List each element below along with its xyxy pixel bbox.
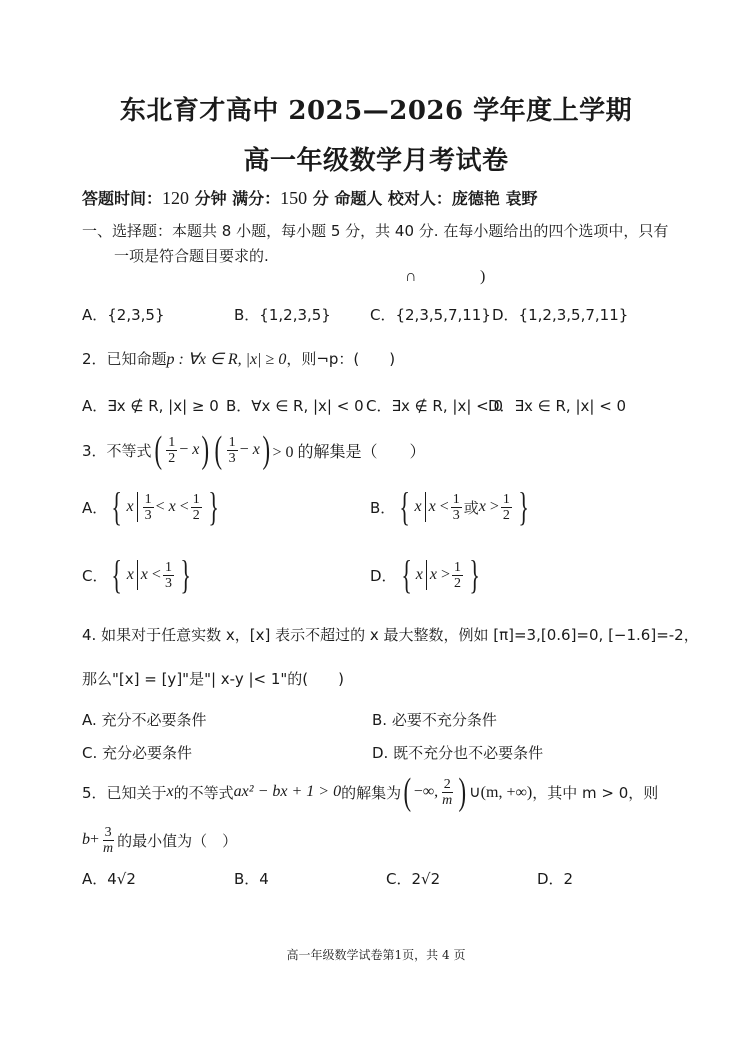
q1-partial-paren: ) [480,268,486,285]
section-heading [82,219,682,269]
q3-stem: 3．不等式 ( $\frac{1}{2}$ − x ) ( $\frac{1}{3}$ − x ) > 0 的解集是（ ） [82,429,426,471]
q5-mid2: 的解集为 [341,783,402,802]
q2-stem [82,348,395,369]
q4-option-d: D. 既不充分也不必要条件 [372,744,544,762]
q5-line2: b + $\frac{3}{m}$ 的最小值为（ ） [82,824,238,856]
q1-partial-symbol: ∩ [405,268,417,285]
q4-line2: 那么"[x] = [y]"是"| x-y |< 1"的( ) [82,670,344,688]
q4-line1: 4. 如果对于任意实数 x，[x] 表示不超过的 x 最大整数，例如 [π]=3,[0.6]=0, [−1.6]=-2， [82,626,699,644]
q5-option-a: A．4√2 [82,870,136,888]
q2-option-d: D．∃x ∈ R, |x| < 0 [488,397,627,415]
q3-option-c: C． { x x < $\frac{1}{3}$ } [82,552,191,597]
exam-subtitle: 高一年级数学月考试卷 [243,146,509,176]
meta-score-unit: 分 命题人 校对人：庞德艳 袁野 [312,189,538,208]
q5-option-d: D．2 [537,870,574,888]
q3-option-b: B． { x x < $\frac{1}{3}$ 或 x > $\frac{1}{2}$ } [370,484,529,529]
q5-option-b: B．4 [234,870,269,888]
section-heading-line2: 一项是符合题目要求的. [114,247,269,265]
q2-statement: p : ∀x ∈ R, |x| ≥ 0 [166,351,287,368]
q3-or: 或 [463,498,479,517]
q3-option-a: A． { x $\frac{1}{3}$ < x < $\frac{1}{2}$ } [82,484,219,529]
exam-meta [82,186,537,209]
q3-option-d-label: D． [370,566,397,585]
page-footer: 高一年级数学试卷第1页，共 4 页 [286,948,466,962]
q1-option-b: B．{1,2,3,5} [234,306,331,324]
q2-prefix: 2．已知命题 [82,350,167,368]
q1-option-d: D．{1,2,3,5,7,11} [492,306,629,324]
q3-suffix: > 0 的解集是（ ） [272,443,426,461]
q4-option-b: B. 必要不充分条件 [372,711,497,729]
q5-line2-suffix: 的最小值为（ ） [117,831,238,850]
q2-option-c: C．∃x ∉ R, |x| < 0 [366,397,504,415]
q3-prefix: 3．不等式 [82,441,152,460]
exam-title: 东北育才高中 2025—2026 学年度上学期 [119,96,633,126]
q2-suffix: ，则¬p：( ) [286,350,396,368]
meta-time-value: 120 [162,188,190,208]
q3-option-d: D． { x x > $\frac{1}{2}$ } [370,552,480,597]
q4-option-c: C. 充分必要条件 [82,744,193,762]
q3-option-c-label: C． [82,566,108,585]
meta-time-label: 答题时间： [82,189,163,208]
q5-union: ∪(m, +∞) [468,784,533,801]
q5-mid: 的不等式 [173,783,234,802]
q5-inequality: ax² − bx + 1 > 0 [233,783,342,800]
q5-prefix: 5．已知关于 [82,783,167,802]
meta-score-value: 150 [280,188,308,208]
q4-option-a: A. 充分不必要条件 [82,711,207,729]
q2-option-a: A．∃x ∉ R, |x| ≥ 0 [82,397,219,415]
q1-option-c: C．{2,3,5,7,11} [370,306,491,324]
q5-stem: 5．已知关于 x 的不等式 ax² − bx + 1 > 0 的解集为 ( −∞, $\frac{2}{m}$ ) ∪(m, +∞) ，其中 m > 0，则 [82,771,659,813]
q5-tail: ，其中 m > 0，则 [532,783,659,802]
meta-time-unit: 分钟 满分： [194,189,281,208]
q3-option-b-label: B． [370,498,396,517]
section-heading-line1: 一、选择题：本题共 8 小题，每小题 5 分，共 40 分. 在每小题给出的四个选项中，只有 [82,222,669,240]
q5-option-c: C．2√2 [386,870,441,888]
q1-option-a: A．{2,3,5} [82,306,165,324]
q3-option-a-label: A． [82,498,108,517]
q2-option-b: B．∀x ∈ R, |x| < 0 [226,397,364,415]
